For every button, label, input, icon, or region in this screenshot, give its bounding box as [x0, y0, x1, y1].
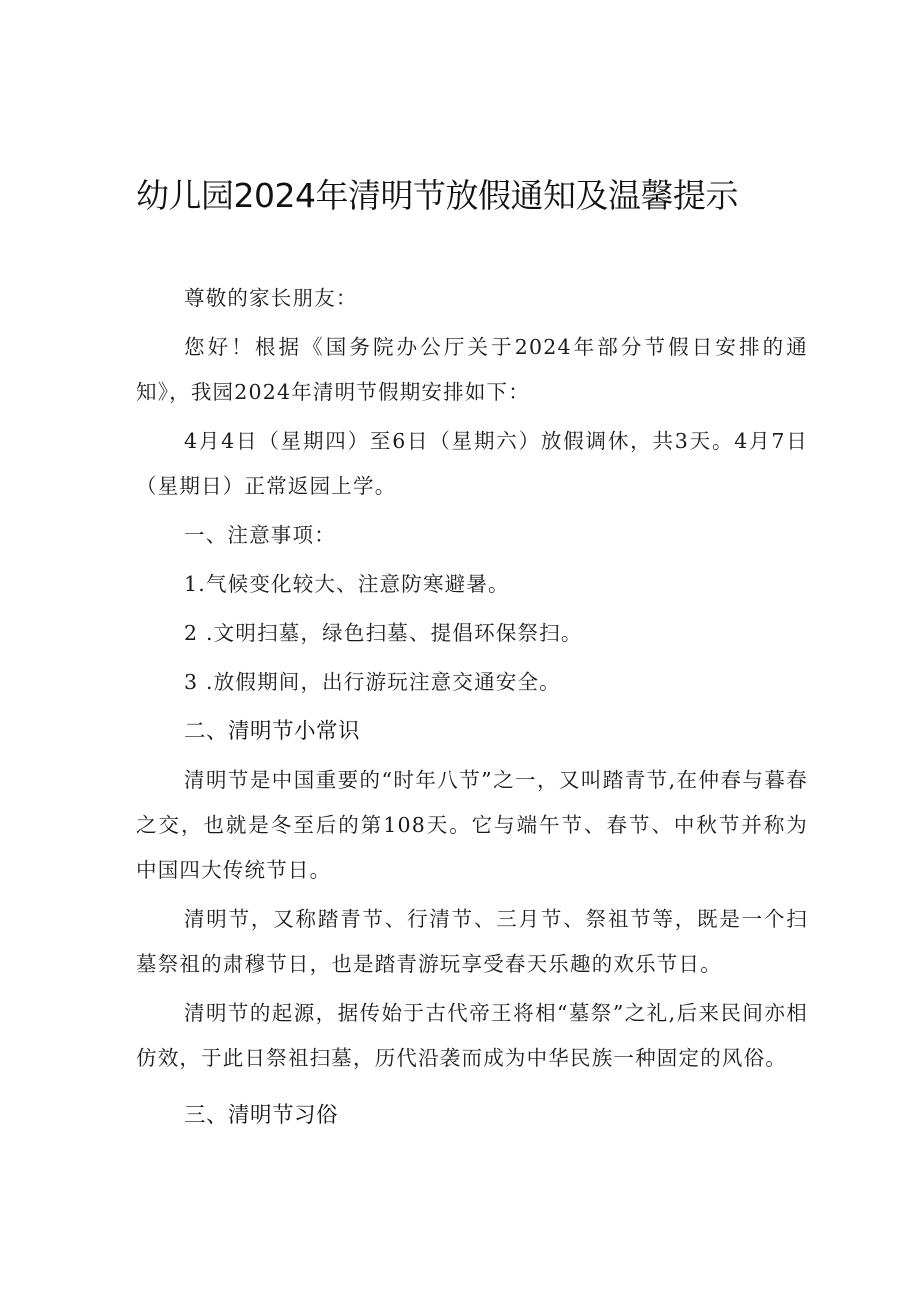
schedule-paragraph: 4月4日（星期四）至6日（星期六）放假调休，共3天。4月7日（星期日）正常返园上学。 — [136, 429, 808, 498]
note-item: 1.气候变化较大、注意防寒避暑。 — [184, 572, 510, 596]
section-2-heading: 二、清明节小常识 — [184, 719, 361, 744]
note-item: 3 .放假期间，出行游玩注意交通安全。 — [184, 670, 561, 694]
section-1-heading: 一、注意事项： — [184, 523, 336, 547]
knowledge-paragraph: 清明节，又称踏青节、行清节、三月节、祭祖节等，既是一个扫墓祭祖的肃穆节日，也是踏青游玩享受春天乐趣的欢乐节日。 — [136, 907, 808, 976]
knowledge-paragraph: 清明节的起源，据传始于古代帝王将相“墓祭”之礼,后来民间亦相仿效，于此日祭祖扫墓，历代沿袭而成为中华民族一种固定的风俗。 — [136, 1001, 808, 1070]
section-3-heading: 三、清明节习俗 — [184, 1103, 339, 1128]
document-title: 幼儿园2024年清明节放假通知及温馨提示 — [136, 176, 738, 215]
greeting: 尊敬的家长朋友： — [184, 286, 358, 310]
intro-paragraph: 您好！根据《国务院办公厅关于2024年部分节假日安排的通知》，我园2024年清明节假期安排如下： — [136, 335, 808, 404]
knowledge-paragraph: 清明节是中国重要的“时年八节”之一，又叫踏青节,在仲春与暮春之交，也就是冬至后的第108天。它与端午节、春节、中秋节并称为中国四大传统节日。 — [136, 768, 808, 882]
note-item: 2 .文明扫墓，绿色扫墓、提倡环保祭扫。 — [184, 621, 583, 645]
document-body — [136, 276, 808, 1142]
